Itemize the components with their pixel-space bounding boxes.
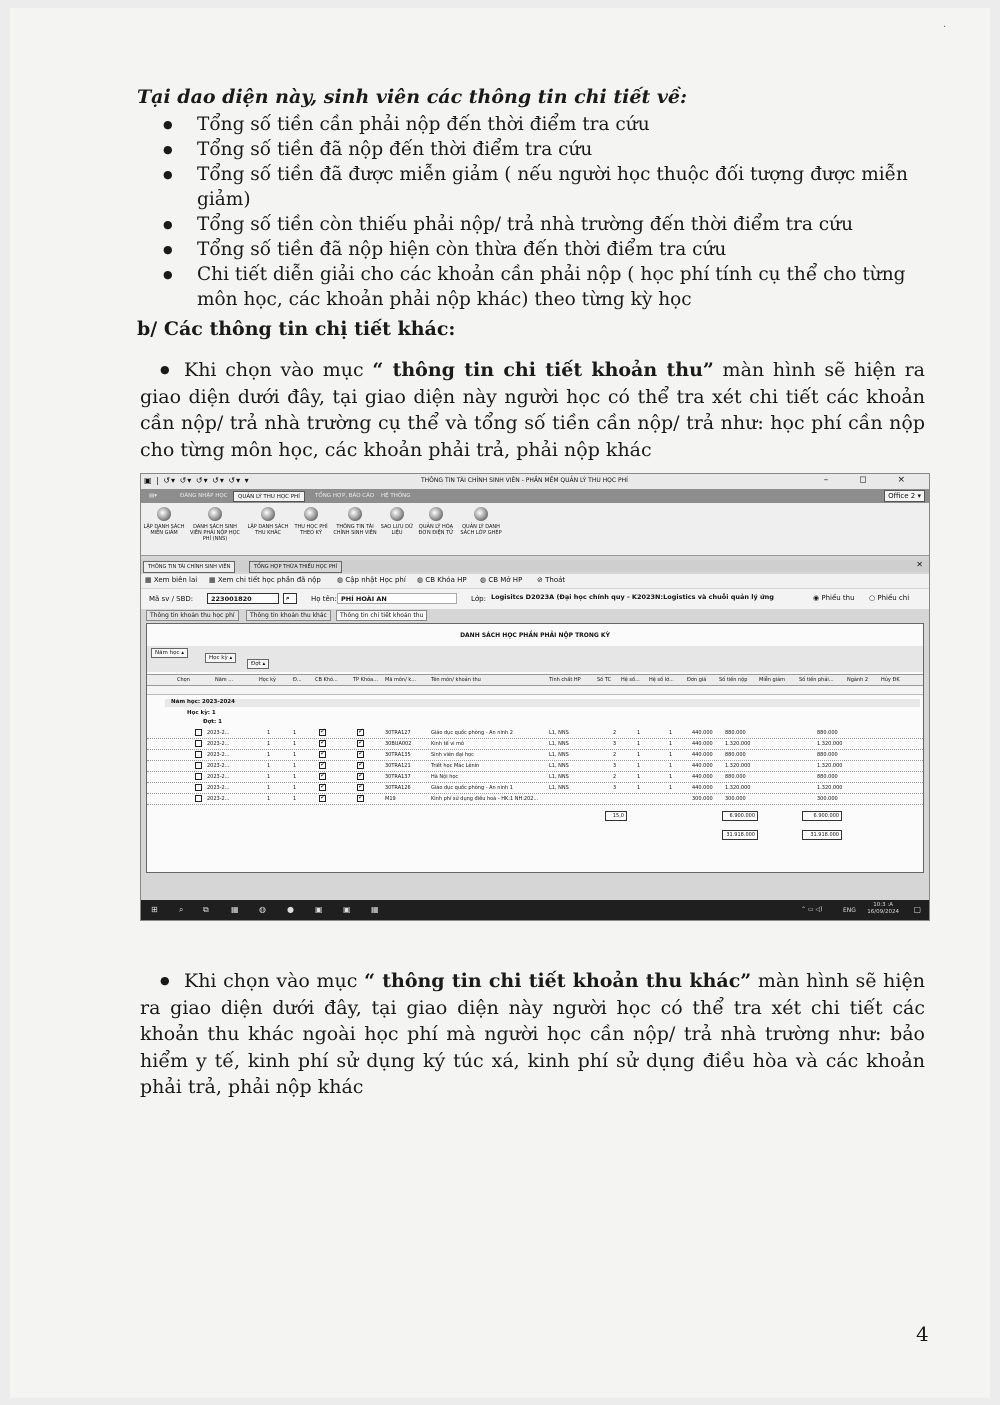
group-chip-dot[interactable]: Đợt ▴ — [247, 659, 269, 669]
table-row[interactable] — [147, 750, 923, 761]
col-nam[interactable]: Năm ... — [215, 677, 234, 683]
cell-nam: 2023-2... — [207, 730, 230, 736]
name-label: Họ tên: — [311, 595, 337, 603]
ribbon-button-label: LẬP DANH SÁCH MIỄN GIẢM — [143, 524, 185, 536]
cell-nam: 2023-2... — [207, 796, 230, 802]
col-dot[interactable]: Đ... — [293, 677, 302, 683]
cell-ma: 30BUA002 — [385, 741, 412, 747]
col-so-tien-nop[interactable]: Số tiền nộp — [719, 677, 748, 683]
cell-stc: 2 — [613, 730, 617, 736]
app-screenshot — [140, 473, 930, 921]
sum-credits: 15,0 — [605, 811, 627, 821]
col-tp-khoa[interactable]: TP Khóa... — [353, 677, 378, 683]
cell-phai: 1.320.000 — [817, 785, 843, 791]
col-he-so[interactable]: Hệ số... — [621, 677, 640, 683]
radio-phieu-thu-label: Phiếu thu — [821, 594, 855, 602]
class-value: Logisitcs D2023A (Đại học chính quy - K2023N:Logistics và chuỗi quản lý ứng — [491, 593, 774, 601]
tab-khoan-thu-hoc-phi[interactable]: Thông tin khoản thu học phí — [146, 610, 239, 621]
gear-icon — [474, 507, 488, 521]
cell-dongia: 300.000 — [692, 796, 713, 802]
cell-ten: Sinh viên đại học — [431, 752, 474, 758]
para-bold: “ thông tin chi tiết khoản thu khác” — [364, 970, 752, 992]
update-fee-label: Cập nhật Học phí — [345, 576, 406, 584]
sum-group-due: 6.900.000 — [802, 811, 842, 821]
unlock-icon: ◍ — [480, 576, 487, 584]
cell-stc: 2 — [613, 752, 617, 758]
ribbon-button-label: THÔNG TIN TÀI CHÍNH SINH VIÊN — [333, 524, 377, 536]
tab-dang-nhap-hoc[interactable]: ĐĂNG NHẬP HỌC — [180, 493, 228, 499]
ribbon-button-lop-ghep[interactable] — [459, 507, 503, 536]
sum-total-paid: 31.918.000 — [722, 830, 758, 840]
bullet-item: ● Tổng số tiền đã được miễn giảm ( nếu người học thuộc đối tượng được miễn giảm) — [160, 162, 920, 212]
ribbon-button-label: DANH SÁCH SINH VIÊN PHẢI NỘP HỌC PHÍ (NNS) — [189, 524, 241, 542]
cell-hsl: 1 — [669, 730, 673, 736]
ribbon-button-thu-hoc-phi[interactable] — [291, 507, 331, 536]
radio-phieu-thu[interactable]: ◉ Phiếu thu — [813, 594, 855, 602]
student-info-row — [141, 589, 929, 609]
cell-ten: Kinh phí sử dụng điều hoà - HK:1 NH:202... — [431, 796, 539, 802]
cell-tc_hp: L1, NNS — [549, 730, 569, 736]
cell-hk: 1 — [267, 752, 271, 758]
cell-tc_hp: L1, NNS — [549, 774, 569, 780]
ribbon-button-label: QUẢN LÝ DANH SÁCH LỚP GHÉP — [460, 524, 502, 536]
col-tinh-chat[interactable]: Tính chất HP — [549, 677, 581, 683]
file-menu-icon[interactable]: ▤▾ — [149, 493, 157, 499]
group-row-term[interactable]: Học kỳ: 1 — [187, 710, 216, 716]
row-select-checkbox[interactable] — [195, 729, 202, 736]
cell-ma: 30TRA135 — [385, 752, 411, 758]
receipt-icon: ▦ — [145, 576, 152, 584]
document-page — [10, 8, 990, 1398]
paragraph-detail-fees — [140, 357, 925, 463]
para-rest: màn hình sẽ hiện ra giao diện dưới đây, tại giao diện này người học có thể tra xét chi tiết các khoản cần nộp/ trả nhà trường cụ thể và tổng số tiền cần nộp/ trả như: học phí cần nộp cho từng môn học, các khoản phải trả, phải nộp khác — [140, 359, 926, 461]
tp-khoa-checkbox[interactable] — [357, 784, 364, 791]
tab-thong-tin-tai-chinh[interactable]: THÔNG TIN TÀI CHÍNH SINH VIÊN — [143, 561, 235, 573]
gear-icon — [157, 507, 171, 521]
grid-header — [147, 674, 923, 686]
group-chip-label: Học kỳ — [209, 655, 228, 661]
bullet-dot: ● — [160, 363, 170, 376]
search-icon[interactable]: ⌕ — [179, 905, 184, 914]
ribbon-button-hoa-don[interactable] — [415, 507, 457, 536]
view-paid-label: Xem chi tiết học phần đã nộp — [217, 576, 321, 584]
ribbon-button-phai-nop[interactable] — [189, 507, 241, 542]
tp-khoa-checkbox[interactable] — [357, 740, 364, 747]
col-so-tc[interactable]: Số TC — [597, 677, 612, 683]
msv-label: Mã sv / SBD: — [149, 595, 194, 603]
cell-tien: 1.320.000 — [725, 741, 751, 747]
col-so-tien-phai[interactable]: Số tiền phải... — [799, 677, 834, 683]
cell-dot: 1 — [293, 796, 297, 802]
cb-khoa-checkbox[interactable] — [319, 762, 326, 769]
cell-hsl: 1 — [669, 785, 673, 791]
cell-ma: 30TRA137 — [385, 774, 411, 780]
cell-ten: Giáo dục quốc phòng - An ninh 1 — [431, 785, 513, 791]
group-chip-hoc-ky[interactable]: Học kỳ ▴ — [205, 653, 236, 663]
receipt-button-label: Xem biên lai — [153, 576, 198, 584]
lock-icon: ◍ — [417, 576, 424, 584]
document-tabs — [141, 560, 929, 572]
sum-group-paid: 6.900.000 — [722, 811, 758, 821]
row-select-checkbox[interactable] — [195, 762, 202, 769]
group-chip-label: Năm học — [155, 650, 180, 656]
gear-icon — [261, 507, 275, 521]
cb-khoa-checkbox[interactable] — [319, 795, 326, 802]
cell-tc_hp: L1, NNS — [549, 741, 569, 747]
tab-chi-tiet-khoan-thu[interactable]: Thông tin chi tiết khoản thu — [336, 610, 427, 621]
ribbon-toolbar — [141, 503, 929, 556]
tab-quan-ly-thu-hoc-phi[interactable]: QUẢN LÝ THU HỌC PHÍ — [233, 491, 305, 502]
app-icon[interactable]: ◍ — [259, 905, 266, 914]
cb-khoa-checkbox[interactable] — [319, 784, 326, 791]
cell-dot: 1 — [293, 741, 297, 747]
cell-dongia: 440.000 — [692, 763, 713, 769]
cell-phai: 880.000 — [817, 774, 838, 780]
excel-icon[interactable]: ▣ — [315, 905, 323, 914]
cell-hsl: 1 — [669, 752, 673, 758]
table-row[interactable] — [147, 761, 923, 772]
grid-title: DANH SÁCH HỌC PHẦN PHẢI NỘP TRONG KỲ — [460, 632, 610, 639]
cell-phai: 880.000 — [817, 752, 838, 758]
ribbon-button-mien-giam[interactable] — [141, 507, 187, 536]
language-indicator[interactable]: ENG — [843, 907, 856, 914]
cell-ma: 30TRA127 — [385, 730, 411, 736]
ribbon-tabs — [141, 489, 929, 503]
cell-hsl: 1 — [669, 763, 673, 769]
cell-dot: 1 — [293, 752, 297, 758]
sum-total-due: 31.918.000 — [802, 830, 842, 840]
group-by-panel — [147, 646, 923, 672]
tray-icons[interactable]: ⌃ ▭ ◁) — [801, 906, 823, 913]
theme-select-value: Office 2 — [888, 492, 916, 500]
col-chon[interactable]: Chọn — [177, 677, 190, 683]
cell-phai: 1.320.000 — [817, 741, 843, 747]
cell-nam: 2023-2... — [207, 741, 230, 747]
cell-ten: Hà Nội học — [431, 774, 459, 780]
clock[interactable] — [867, 902, 899, 916]
cell-dongia: 440.000 — [692, 730, 713, 736]
cell-tien: 880.000 — [725, 752, 746, 758]
radio-phieu-chi-label: Phiếu chi — [877, 594, 910, 602]
radio-phieu-chi[interactable]: ○ Phiếu chi — [869, 594, 910, 602]
update-fee-button[interactable] — [337, 576, 406, 584]
col-mien-giam[interactable]: Miễn giảm — [759, 677, 786, 683]
group-chip-nam-hoc[interactable]: Năm học ▴ — [151, 648, 188, 658]
col-hoc-ky[interactable]: Học kỳ — [259, 677, 277, 683]
col-ten-mon[interactable]: Tên môn/ khoản thu — [431, 677, 481, 683]
col-ma-mon[interactable]: Mã môn/ k... — [385, 677, 417, 683]
notification-icon[interactable]: ▢ — [913, 905, 921, 914]
ribbon-button-label: LẬP DANH SÁCH THU KHÁC — [247, 524, 289, 536]
cell-hs: 1 — [637, 741, 641, 747]
window-titlebar — [141, 474, 929, 489]
cell-nam: 2023-2... — [207, 774, 230, 780]
tab-he-thong[interactable]: HỆ THỐNG — [381, 493, 411, 499]
gear-icon — [429, 507, 443, 521]
app-icon[interactable]: ▦ — [231, 905, 239, 914]
unlock-hp-button[interactable] — [480, 576, 522, 584]
fee-grid — [146, 623, 924, 873]
row-select-checkbox[interactable] — [195, 784, 202, 791]
action-toolbar — [141, 574, 929, 588]
cell-hs: 1 — [637, 763, 641, 769]
lock-hp-label: CB Khóa HP — [425, 576, 467, 584]
table-row[interactable] — [147, 783, 923, 794]
cell-tc_hp: L1, NNS — [549, 785, 569, 791]
para-rest: màn hình sẽ hiện ra giao diện dưới đây, tại giao diện này người học có thể tra xét chi tiết các khoản thu khác ngoài học phí mà người học cần nộp/ trả nhà trường như: bảo hiểm y tế, kinh phí sử dụng ký túc xá, kinh phí sử dụng điều hòa và các khoản phải trả, phải nộp khác — [140, 970, 925, 1098]
ribbon-button-label: QUẢN LÝ HÓA ĐƠN ĐIỆN TỬ — [418, 524, 454, 536]
row-select-checkbox[interactable] — [195, 795, 202, 802]
cell-hk: 1 — [267, 763, 271, 769]
cell-dongia: 440.000 — [692, 741, 713, 747]
row-select-checkbox[interactable] — [195, 740, 202, 747]
cb-khoa-checkbox[interactable] — [319, 751, 326, 758]
cell-phai: 300.000 — [817, 796, 838, 802]
task-view-icon[interactable]: ⧉ — [203, 905, 209, 914]
cell-stc: 3 — [613, 741, 617, 747]
gear-icon — [348, 507, 362, 521]
cell-hk: 1 — [267, 730, 271, 736]
close-icon[interactable]: ✕ — [916, 560, 923, 569]
bullet-dot: ● — [160, 974, 170, 987]
cell-ma: 30TRA126 — [385, 785, 411, 791]
bullet-item: ● Tổng số tiền đã nộp đến thời điểm tra cứu — [160, 137, 920, 162]
cell-dongia: 440.000 — [692, 752, 713, 758]
clock-time: 10:3 :A — [873, 902, 893, 908]
tab-khoan-thu-khac[interactable]: Thông tin khoản thu khác — [246, 610, 331, 621]
cell-hk: 1 — [267, 785, 271, 791]
cell-tien: 300.000 — [725, 796, 746, 802]
cell-hs: 1 — [637, 730, 641, 736]
tab-tong-hop-bao-cao[interactable]: TỔNG HỢP, BÁO CÁO — [315, 493, 375, 499]
msv-input[interactable]: 223001820 — [207, 593, 279, 604]
cell-tien: 880.000 — [725, 730, 746, 736]
cell-tien: 880.000 — [725, 774, 746, 780]
para-lead: Khi chọn vào mục — [184, 359, 373, 381]
cell-ma: 30TRA121 — [385, 763, 411, 769]
cell-hsl: 1 — [669, 774, 673, 780]
table-row[interactable] — [147, 772, 923, 783]
para-lead: Khi chọn vào mục — [184, 970, 365, 992]
filter-row[interactable] — [147, 686, 923, 695]
table-row[interactable] — [147, 739, 923, 750]
tp-khoa-checkbox[interactable] — [357, 751, 364, 758]
corner-mark: · — [943, 22, 947, 33]
ribbon-button-thu-khac[interactable] — [245, 507, 291, 536]
col-nganh-2[interactable]: Ngành 2 — [847, 677, 869, 683]
gear-icon — [208, 507, 222, 521]
theme-select[interactable]: Office 2 ▾ — [884, 490, 925, 502]
clock-date: 16/09/2024 — [867, 909, 899, 915]
col-don-gia[interactable]: Đơn giá — [687, 677, 707, 683]
ribbon-button-tai-chinh[interactable] — [333, 507, 377, 536]
cell-phai: 1.320.000 — [817, 763, 843, 769]
cell-ten: Giáo dục quốc phòng - An ninh 2 — [431, 730, 513, 736]
word-icon[interactable]: ▣ — [343, 905, 351, 914]
page-number: 4 — [916, 1322, 929, 1346]
gear-icon — [390, 507, 404, 521]
para-bold: “ thông tin chi tiết khoản thu” — [372, 359, 714, 381]
tp-khoa-checkbox[interactable] — [357, 729, 364, 736]
lock-hp-button[interactable] — [417, 576, 467, 584]
col-cb-khoa[interactable]: CB Khó... — [315, 677, 338, 683]
cell-nam: 2023-2... — [207, 763, 230, 769]
cell-nam: 2023-2... — [207, 752, 230, 758]
exit-label: Thoát — [545, 576, 566, 584]
table-row[interactable] — [147, 728, 923, 739]
cell-dot: 1 — [293, 730, 297, 736]
cb-khoa-checkbox[interactable] — [319, 740, 326, 747]
bullet-item: ● Chi tiết diễn giải cho các khoản cần phải nộp ( học phí tính cụ thể cho từng môn học, các khoản phải nộp khác) theo từng kỳ học — [160, 262, 920, 312]
cell-tien: 1.320.000 — [725, 763, 751, 769]
unlock-hp-label: CB Mở HP — [488, 576, 523, 584]
cell-stc: 2 — [613, 774, 617, 780]
cell-dot: 1 — [293, 785, 297, 791]
row-select-checkbox[interactable] — [195, 773, 202, 780]
bullet-item: ● Tổng số tiền cần phải nộp đến thời điểm tra cứu — [160, 112, 920, 137]
cell-ten: Kinh tế vi mô — [431, 741, 465, 747]
windows-taskbar — [141, 900, 929, 920]
tab-tong-hop-thua-thieu[interactable]: TỔNG HỢP THỪA THIẾU HỌC PHÍ — [249, 561, 342, 573]
cell-hk: 1 — [267, 741, 271, 747]
ribbon-button-label: THU HỌC PHÍ THEO KỲ — [294, 524, 328, 536]
exit-button[interactable] — [537, 576, 565, 584]
search-icon[interactable]: ⌕ — [283, 593, 297, 604]
cell-tien: 1.320.000 — [725, 785, 751, 791]
col-he-so-lop[interactable]: Hệ số lớ... — [649, 677, 674, 683]
exit-icon: ⊘ — [537, 576, 543, 584]
ribbon-button-label: SAO LƯU DỮ LIỆU — [380, 524, 414, 536]
cell-dot: 1 — [293, 774, 297, 780]
cell-hsl: 1 — [669, 741, 673, 747]
refresh-icon: ◍ — [337, 576, 344, 584]
zalo-icon[interactable]: ● — [287, 905, 294, 914]
tp-khoa-checkbox[interactable] — [357, 762, 364, 769]
group-row-batch[interactable]: Đợt: 1 — [203, 719, 222, 725]
cell-hk: 1 — [267, 774, 271, 780]
intro-heading: Tại dao diện này, sinh viên các thông tin chi tiết về: — [137, 86, 687, 108]
group-chip-label: Đợt — [251, 661, 261, 667]
quick-access-toolbar[interactable]: ▣ | ↺▾ ↺▾ ↺▾ ↺▾ ↺▾ ▾ — [144, 476, 250, 485]
app-icon[interactable]: ▦ — [371, 905, 379, 914]
window-title: THÔNG TIN TÀI CHÍNH SINH VIÊN - PHẦN MỀM QUẢN LÝ THU HỌC PHÍ — [421, 477, 628, 484]
group-row-year[interactable]: Năm học: 2023-2024 — [165, 699, 920, 707]
window-controls[interactable]: – ◻ × — [823, 475, 919, 485]
tp-khoa-checkbox[interactable] — [357, 773, 364, 780]
receipt-button[interactable] — [145, 576, 197, 584]
tp-khoa-checkbox[interactable] — [357, 795, 364, 802]
bullet-item: ● Tổng số tiền còn thiếu phải nộp/ trả nhà trường đến thời điểm tra cứu — [160, 212, 920, 237]
table-row[interactable] — [147, 794, 923, 805]
cell-ma: M19 — [385, 796, 396, 802]
cell-phai: 880.000 — [817, 730, 838, 736]
ribbon-button-sao-luu[interactable] — [379, 507, 415, 536]
cell-dongia: 440.000 — [692, 785, 713, 791]
gear-icon — [304, 507, 318, 521]
cell-nam: 2023-2... — [207, 785, 230, 791]
section-subheading: b/ Các thông tin chị tiết khác: — [137, 318, 456, 340]
cell-dot: 1 — [293, 763, 297, 769]
cell-dongia: 440.000 — [692, 774, 713, 780]
view-paid-button[interactable] — [209, 576, 321, 584]
class-label: Lớp: — [471, 595, 486, 603]
summary-bullet-list — [160, 112, 920, 312]
bullet-item: ● Tổng số tiền đã nộp hiện còn thừa đến thời điểm tra cứu — [160, 237, 920, 262]
cell-tc_hp: L1, NNS — [549, 763, 569, 769]
cell-stc: 3 — [613, 785, 617, 791]
cb-khoa-checkbox[interactable] — [319, 729, 326, 736]
cb-khoa-checkbox[interactable] — [319, 773, 326, 780]
cell-tc_hp: L1, NNS — [549, 752, 569, 758]
name-field: PHÍ HOÀI AN — [337, 593, 457, 604]
paragraph-other-fees — [140, 968, 925, 1101]
cell-ten: Triết học Mác Lênin — [431, 763, 480, 769]
cell-hk: 1 — [267, 796, 271, 802]
cell-hs: 1 — [637, 785, 641, 791]
row-select-checkbox[interactable] — [195, 751, 202, 758]
cell-hs: 1 — [637, 774, 641, 780]
view-icon: ▦ — [209, 576, 216, 584]
col-huy-dk[interactable]: Hủy ĐK — [881, 677, 900, 683]
cell-hs: 1 — [637, 752, 641, 758]
cell-stc: 3 — [613, 763, 617, 769]
start-icon[interactable]: ⊞ — [151, 905, 158, 914]
